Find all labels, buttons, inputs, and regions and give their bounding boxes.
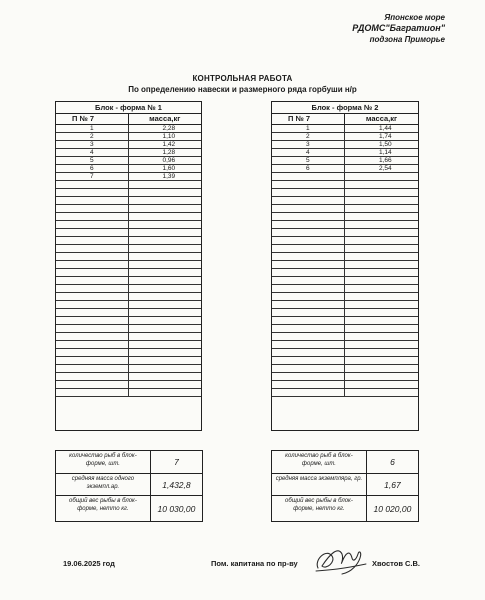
row-number [272,261,345,268]
row-mass [129,269,202,276]
row-number: 5 [272,157,345,164]
empty-table-row [272,389,418,397]
row-number [272,285,345,292]
empty-table-row [56,349,201,357]
row-number [272,173,345,180]
row-mass [345,269,418,276]
row-number: 6 [56,165,129,172]
row-number: 2 [272,133,345,140]
row-mass [345,229,418,236]
row-mass [129,245,202,252]
row-mass [345,301,418,308]
row-mass [345,317,418,324]
row-mass: 1,28 [162,149,176,156]
summary-block-2 [271,450,419,522]
row-number [272,325,345,332]
row-mass: 2,54 [379,165,392,172]
row-mass [129,189,202,196]
row-number [272,365,345,372]
empty-table-row [56,301,201,309]
row-number [272,333,345,340]
row-number: 3 [56,141,129,148]
empty-table-row [56,389,201,397]
row-mass [129,381,202,388]
row-mass [345,277,418,284]
empty-table-row [56,261,201,269]
row-mass: 1,50 [379,141,392,148]
summary-total-row [272,496,418,521]
empty-table-row [272,333,418,341]
row-number [272,221,345,228]
column-number-header: П № 7 [272,114,345,124]
row-number [272,309,345,316]
empty-table-row [272,301,418,309]
row-mass [345,333,418,340]
row-number [272,237,345,244]
row-number [56,197,129,204]
row-mass [129,317,202,324]
empty-table-row [56,309,201,317]
row-mass [129,333,202,340]
summary-avg-label: средняя масса экземпляра, гр. [272,474,367,495]
row-number [56,349,129,356]
row-number [272,253,345,260]
row-mass [345,357,418,364]
row-mass [129,285,202,292]
row-mass: 0,96 [162,157,176,164]
row-number [272,341,345,348]
table-row [272,149,418,157]
column-mass-header: масса,кг [149,114,181,123]
table-row [56,149,201,157]
document-title: КОНТРОЛЬНАЯ РАБОТА [192,74,293,83]
summary-avg-value: 1,67 [384,479,401,490]
row-mass [129,373,202,380]
row-number [272,229,345,236]
row-mass: 1,14 [379,149,392,156]
empty-table-row [56,333,201,341]
table-row [272,125,418,133]
row-number [56,189,129,196]
table-body [56,125,201,397]
block-heading: Блок - форма № 1 [56,102,201,114]
row-number [56,365,129,372]
row-number [56,213,129,220]
row-mass [345,349,418,356]
row-number [272,269,345,276]
summary-avg-row [272,474,418,496]
row-mass [129,205,202,212]
row-number [272,277,345,284]
row-number [56,245,129,252]
row-number: 1 [56,125,129,132]
empty-table-row [272,221,418,229]
empty-table-row [272,173,418,181]
empty-table-row [56,277,201,285]
row-mass [345,205,418,212]
row-mass [345,365,418,372]
empty-table-row [56,269,201,277]
summary-avg-value: 1,432,8 [162,479,191,490]
row-mass [129,261,202,268]
row-number [56,285,129,292]
summary-avg-row [56,474,202,496]
empty-table-row [272,341,418,349]
empty-table-row [56,325,201,333]
signatory-name: Хвостов С.В. [372,559,421,568]
document-date: 19.06.2025 год [63,559,115,568]
document-subtitle: По определению навески и размерного ряда горбуши н/р [128,85,357,94]
row-mass [129,309,202,316]
row-mass [345,309,418,316]
row-mass: 1,74 [379,133,392,140]
row-number [272,389,345,396]
summary-count-row [272,451,418,474]
captain-assistant-label: Пом. капитана по пр-ву [211,559,298,568]
column-number-header: П № 7 [56,114,129,124]
row-number [56,261,129,268]
empty-table-row [56,213,201,221]
empty-table-row [56,317,201,325]
summary-count-label: количество рыб в блок-форме, шт. [272,451,367,473]
row-mass [129,349,202,356]
row-mass [129,365,202,372]
summary-count-label: количество рыб в блок-форме, шт. [56,451,151,473]
row-number [56,389,129,396]
row-number [56,373,129,380]
row-mass: 1,10 [162,133,176,140]
table-row [56,141,201,149]
row-number [56,277,129,284]
block-form-1 [55,101,202,431]
row-mass [129,213,202,220]
row-mass [345,181,418,188]
row-number [272,373,345,380]
row-mass [345,285,418,292]
column-headers [272,114,418,125]
row-number [56,269,129,276]
table-row [56,157,201,165]
row-number [56,333,129,340]
row-mass [129,293,202,300]
row-number [272,349,345,356]
row-number [56,357,129,364]
row-number: 4 [56,149,129,156]
row-number [56,221,129,228]
empty-table-row [272,365,418,373]
empty-table-row [272,373,418,381]
row-number: 2 [56,133,129,140]
empty-table-row [56,229,201,237]
summary-total-label: общий вес рыбы в блок-форме, нетто кг. [56,496,151,521]
empty-table-row [56,245,201,253]
empty-table-row [272,357,418,365]
row-number [272,301,345,308]
header-subzone: подзона Приморье [369,35,445,44]
empty-table-row [56,189,201,197]
row-number [272,205,345,212]
summary-total-row [56,496,202,521]
table-row [272,133,418,141]
summary-total-label: общий вес рыбы в блок-форме, нетто кг. [272,496,367,521]
row-mass [345,325,418,332]
row-mass: 2,28 [162,125,176,132]
row-number [272,317,345,324]
row-number [272,189,345,196]
row-number [56,325,129,332]
header-organization [352,12,445,45]
row-number: 3 [272,141,345,148]
row-mass [345,261,418,268]
summary-count-value: 6 [390,457,395,467]
empty-table-row [56,181,201,189]
row-mass [345,237,418,244]
row-mass [345,213,418,220]
row-number [56,205,129,212]
empty-table-row [56,381,201,389]
row-mass [345,221,418,228]
table-row [272,141,418,149]
block-heading: Блок - форма № 2 [272,102,418,114]
row-mass [345,173,418,180]
table-row [272,157,418,165]
empty-table-row [272,237,418,245]
row-mass [129,229,202,236]
row-mass [345,341,418,348]
empty-table-row [56,285,201,293]
empty-table-row [56,357,201,365]
empty-table-row [272,245,418,253]
table-row [56,133,201,141]
empty-table-row [272,317,418,325]
row-number [56,317,129,324]
row-mass [345,197,418,204]
row-number [56,381,129,388]
row-number [272,381,345,388]
column-mass-header: масса,кг [365,114,398,123]
row-mass [129,197,202,204]
empty-table-row [272,349,418,357]
row-mass [345,293,418,300]
row-mass: 1,66 [379,157,392,164]
handwritten-signature [312,540,370,578]
row-number: 7 [56,173,129,180]
row-mass [129,253,202,260]
empty-table-row [56,293,201,301]
summary-count-value: 7 [174,457,179,467]
row-number: 4 [272,149,345,156]
row-mass [129,325,202,332]
row-number [56,341,129,348]
empty-table-row [272,229,418,237]
row-mass [129,181,202,188]
row-number [272,181,345,188]
row-number [272,245,345,252]
empty-table-row [272,293,418,301]
column-headers [56,114,201,125]
row-number [56,181,129,188]
row-mass [345,189,418,196]
row-mass: 1,60 [162,165,176,172]
table-row [56,173,201,181]
table-row [272,165,418,173]
row-mass [129,221,202,228]
summary-total-value: 10 020,00 [373,503,412,514]
empty-table-row [272,285,418,293]
row-number [56,229,129,236]
empty-table-row [272,189,418,197]
header-vessel: РДОМС"Багратион" [352,23,445,33]
row-mass [129,341,202,348]
empty-table-row [272,205,418,213]
row-mass: 1,44 [379,125,392,132]
empty-table-row [272,213,418,221]
empty-table-row [56,237,201,245]
row-mass [345,245,418,252]
empty-table-row [272,309,418,317]
row-number [56,293,129,300]
empty-table-row [56,253,201,261]
empty-table-row [56,221,201,229]
row-mass [345,389,418,396]
empty-table-row [272,381,418,389]
row-number [56,237,129,244]
row-number [272,293,345,300]
empty-table-row [272,269,418,277]
summary-total-value: 10 030,00 [157,503,196,514]
row-mass: 1,39 [162,173,176,180]
row-mass [129,237,202,244]
empty-table-row [56,205,201,213]
table-body [272,125,418,397]
summary-block-1 [55,450,203,522]
row-mass [345,253,418,260]
empty-table-row [272,261,418,269]
empty-table-row [56,373,201,381]
block-form-2 [271,101,419,431]
table-row [56,125,201,133]
row-number: 6 [272,165,345,172]
table-row [56,165,201,173]
empty-table-row [272,253,418,261]
empty-table-row [272,325,418,333]
empty-table-row [272,181,418,189]
empty-table-row [56,197,201,205]
row-number [272,213,345,220]
row-mass [345,381,418,388]
header-sea: Японское море [384,13,445,22]
row-mass [129,357,202,364]
row-number [56,309,129,316]
row-number: 5 [56,157,129,164]
summary-avg-label: средняя масса одного экземпл.ар. [56,474,151,495]
empty-table-row [56,341,201,349]
empty-table-row [272,277,418,285]
summary-count-row [56,451,202,474]
row-number [56,253,129,260]
row-mass [129,277,202,284]
row-mass [129,389,202,396]
row-mass: 1,42 [162,141,176,148]
row-mass [345,373,418,380]
row-number [272,197,345,204]
row-number: 1 [272,125,345,132]
row-mass [129,301,202,308]
row-number [56,301,129,308]
empty-table-row [272,197,418,205]
row-number [272,357,345,364]
empty-table-row [56,365,201,373]
